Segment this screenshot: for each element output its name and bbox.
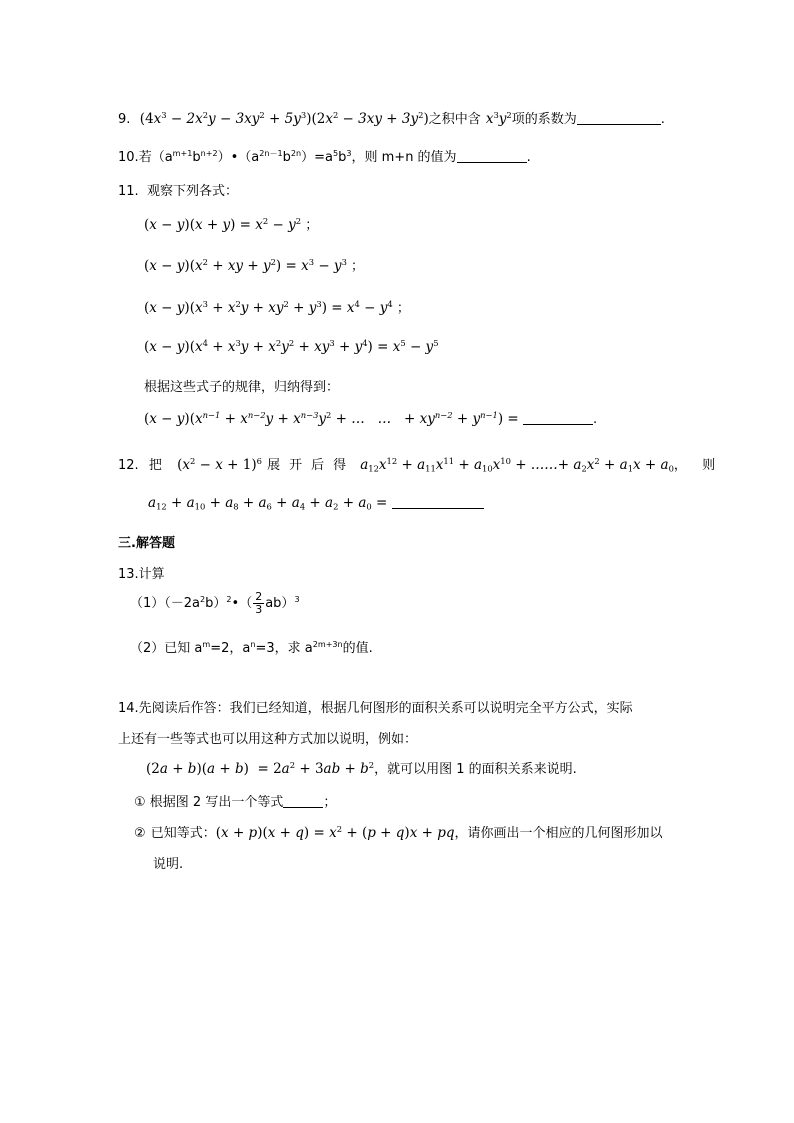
question-14-item-2-cont: 说明. xyxy=(153,857,184,872)
part-label: （1） xyxy=(130,596,165,611)
question-12-words: 展 开 后 得 xyxy=(267,458,347,473)
period: . xyxy=(526,150,531,165)
question-12-word: 把 xyxy=(148,458,162,473)
question-14-intro-2: 上还有一些等式也可以用这种方式加以说明，例如： xyxy=(118,732,418,747)
formula-3: $(x - y)(x^3 + x^2y + xy^2 + y^3) = x^4 - y^4$ ； xyxy=(144,298,410,316)
question-9-number: 9. xyxy=(118,112,131,127)
formula-1: $(x - y)(x + y) = x^2 - y^2$ ； xyxy=(144,215,319,233)
question-13-part-1: $(1)(-2a^2b)^2•$（ $\frac{2}{3}$ ab）$^3$ xyxy=(130,590,300,616)
question-9 xyxy=(118,108,665,127)
question-10-text: 若（a xyxy=(138,150,173,165)
answer-blank[interactable] xyxy=(392,496,484,509)
question-12-expansion: $a_{12}x^{12} + a_{11}x^{11} + a_{10}x^{10}$ + ……+ $a_2x^2 + a_1x + a_0$ xyxy=(360,455,674,474)
section-title: 三.解答题 xyxy=(118,536,175,551)
answer-blank[interactable] xyxy=(577,112,661,125)
question-11-title xyxy=(118,180,238,199)
circled-2-marker: ② xyxy=(134,826,146,841)
question-12-number: 12. xyxy=(118,458,139,473)
question-13-part-2: （2）已知 $a^m=2$，$a^n=3$，求 $a^{2m+3n}$的值. xyxy=(130,640,373,656)
period: . xyxy=(660,112,665,127)
formula-4: $(x - y)(x^4 + x^3y + x^2y^2 + xy^3 + y^4) = x^5 - y^5$ xyxy=(144,337,439,355)
question-12: 12. 把 $(x^2 - x + 1)^6$ 展 开 后 得 $a_{12}x^{12} + a_{11}x^{11} + a_{10}x^{10}$ + ……+ $a_2x^2 + a_1x + a_0$， 则 xyxy=(118,455,716,474)
question-9-term: $x^3y^2$ xyxy=(485,109,512,127)
question-13-title: 13.计算 xyxy=(118,567,165,582)
question-11-induce: 根据这些式子的规律，归纳得到： xyxy=(144,380,340,395)
question-14-example: $(2a + b)(a + b) = 2a^2 + 3ab + b^2$，就可以用图 1 的面积关系来说明. xyxy=(146,759,577,777)
question-12-sum: $a_{12} + a_{10} + a_8 + a_6 + a_4 + a_2 + a_0$ = xyxy=(148,495,484,511)
answer-blank[interactable] xyxy=(283,795,323,808)
question-10-number: 10. xyxy=(118,150,139,165)
formula-2: $(x - y)(x^2$ + xy + $y^2) = x^3 - y^3$ ； xyxy=(144,256,365,274)
answer-blank[interactable] xyxy=(523,412,593,425)
question-11-prompt: 观察下列各式： xyxy=(146,184,238,199)
question-14-item-1: ① 根据图 2 写出一个等式 ； xyxy=(134,795,337,810)
question-14-intro-1: 14.先阅读后作答：我们已经知道，根据几何图形的面积关系可以说明完全平方公式，实际 xyxy=(118,701,633,716)
example-text: ，就可以用图 1 的面积关系来说明. xyxy=(374,762,577,777)
circled-1-marker: ① xyxy=(134,795,146,810)
question-9-text: 之积中含 xyxy=(428,112,481,127)
question-11-number: 11. xyxy=(118,184,139,199)
formula-general: $(x - y)(x^{n-1} + x^{n-2}y + x^{n-3}y^2$ + … … + $xy^{n-2} + y^{n-1}$) = . xyxy=(144,409,598,427)
question-14-item-2: ② 已知等式：$(x + p)(x + q) = x^2 + (p + q)x$ + pq，请你画出一个相应的几何图形加以 xyxy=(134,823,663,841)
question-10: 10.若$(a^{m+1}b^{n+2})•(a^{2n-1}b^{2n})=a^5b^3$，则 m+n 的值为 . xyxy=(118,149,531,165)
question-12-word-ze: 则 xyxy=(702,458,716,473)
question-9-expression: $(4x^3 - 2x^2y - 3xy^2 + 5y^3)(2x^2 - 3xy + 3y^2)$ xyxy=(139,109,429,127)
answer-blank[interactable] xyxy=(457,150,527,163)
question-9-text-2: 项的系数为 xyxy=(511,112,577,127)
